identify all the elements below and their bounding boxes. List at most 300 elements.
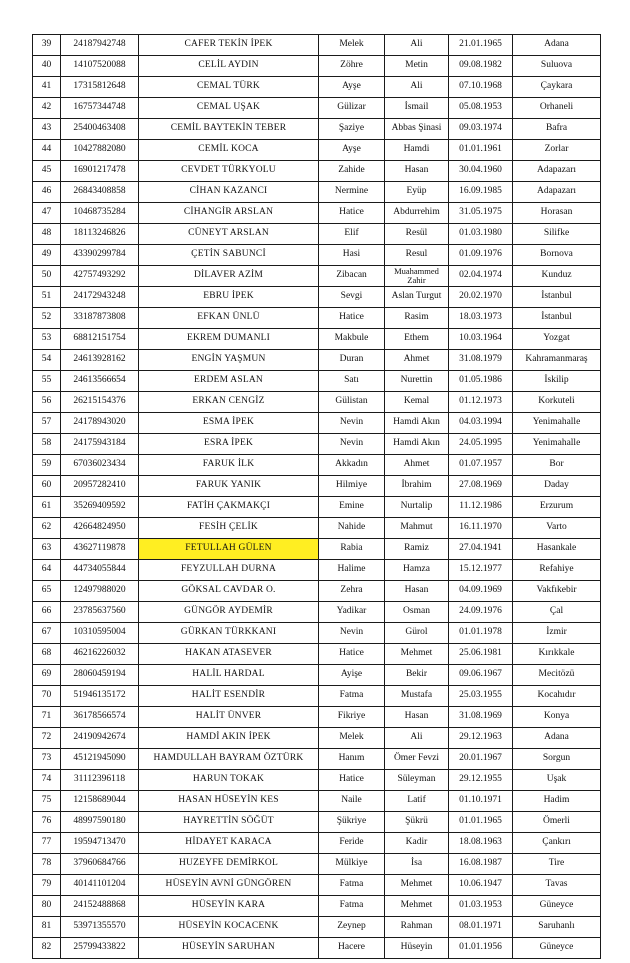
mother-name-cell: Hasi (319, 245, 385, 266)
birth-place-cell: İzmir (513, 623, 601, 644)
birth-place-cell: Korkuteli (513, 392, 601, 413)
row-number-cell: 76 (33, 812, 61, 833)
id-number-cell: 20957282410 (61, 476, 139, 497)
birth-date-cell: 10.03.1964 (449, 329, 513, 350)
table-row (33, 98, 601, 119)
id-number-cell: 26843408858 (61, 182, 139, 203)
mother-name-cell: Fatma (319, 686, 385, 707)
father-name-cell: Bekir (385, 665, 449, 686)
row-number-cell: 57 (33, 413, 61, 434)
birth-place-cell: Adana (513, 728, 601, 749)
row-number-cell: 72 (33, 728, 61, 749)
row-number-cell: 47 (33, 203, 61, 224)
birth-date-cell: 18.03.1973 (449, 308, 513, 329)
birth-place-cell: Kocahıdır (513, 686, 601, 707)
row-number-cell: 67 (33, 623, 61, 644)
mother-name-cell: Yadikar (319, 602, 385, 623)
id-number-cell: 14107520088 (61, 56, 139, 77)
id-number-cell: 25799433822 (61, 938, 139, 959)
full-name-cell: HAMDİ AKIN İPEK (139, 728, 319, 749)
father-name-cell: Ahmet (385, 455, 449, 476)
father-name-cell: Rahman (385, 917, 449, 938)
birth-date-cell: 01.01.1978 (449, 623, 513, 644)
records-table (32, 34, 601, 959)
table-row (33, 623, 601, 644)
table-row (33, 602, 601, 623)
father-name-cell: Süleyman (385, 770, 449, 791)
father-name-cell: Ethem (385, 329, 449, 350)
table-row (33, 896, 601, 917)
full-name-cell: ÇETİN SABUNCİ (139, 245, 319, 266)
table-row (33, 140, 601, 161)
id-number-cell: 24172943248 (61, 287, 139, 308)
full-name-cell: EFKAN ÜNLÜ (139, 308, 319, 329)
mother-name-cell: Şaziye (319, 119, 385, 140)
mother-name-cell: Emine (319, 497, 385, 518)
mother-name-cell: Satı (319, 371, 385, 392)
mother-name-cell: Melek (319, 728, 385, 749)
birth-date-cell: 25.03.1955 (449, 686, 513, 707)
birth-date-cell: 20.01.1967 (449, 749, 513, 770)
mother-name-cell: Rabia (319, 539, 385, 560)
full-name-cell: HALİL HARDAL (139, 665, 319, 686)
row-number-cell: 45 (33, 161, 61, 182)
records-table-body (33, 35, 601, 959)
birth-place-cell: Refahiye (513, 560, 601, 581)
table-row (33, 224, 601, 245)
id-number-cell: 24178943020 (61, 413, 139, 434)
row-number-cell: 66 (33, 602, 61, 623)
father-name-cell: Hamdi (385, 140, 449, 161)
father-name-cell: Mahmut (385, 518, 449, 539)
full-name-cell: HAMDULLAH BAYRAM ÖZTÜRK (139, 749, 319, 770)
full-name-cell: CÜNEYT ARSLAN (139, 224, 319, 245)
mother-name-cell: Makbule (319, 329, 385, 350)
birth-place-cell: Yenimahalle (513, 434, 601, 455)
birth-date-cell: 27.04.1941 (449, 539, 513, 560)
row-number-cell: 54 (33, 350, 61, 371)
row-number-cell: 64 (33, 560, 61, 581)
mother-name-cell: Nevin (319, 623, 385, 644)
mother-name-cell: Nahide (319, 518, 385, 539)
table-row (33, 203, 601, 224)
birth-date-cell: 10.06.1947 (449, 875, 513, 896)
table-row (33, 665, 601, 686)
id-number-cell: 44734055844 (61, 560, 139, 581)
full-name-cell: CEMAL UŞAK (139, 98, 319, 119)
row-number-cell: 62 (33, 518, 61, 539)
father-name-cell: Hasan (385, 581, 449, 602)
table-row (33, 350, 601, 371)
row-number-cell: 63 (33, 539, 61, 560)
birth-date-cell: 16.08.1987 (449, 854, 513, 875)
mother-name-cell: Zibacan (319, 266, 385, 287)
table-row (33, 686, 601, 707)
father-name-cell: İbrahim (385, 476, 449, 497)
table-row (33, 56, 601, 77)
row-number-cell: 77 (33, 833, 61, 854)
id-number-cell: 18113246826 (61, 224, 139, 245)
mother-name-cell: Zöhre (319, 56, 385, 77)
id-number-cell: 10468735284 (61, 203, 139, 224)
birth-date-cell: 31.08.1969 (449, 707, 513, 728)
birth-date-cell: 29.12.1955 (449, 770, 513, 791)
full-name-cell: FEYZULLAH DURNA (139, 560, 319, 581)
table-row (33, 749, 601, 770)
table-row (33, 77, 601, 98)
full-name-cell: HASAN HÜSEYİN KES (139, 791, 319, 812)
table-row (33, 392, 601, 413)
row-number-cell: 51 (33, 287, 61, 308)
full-name-cell: HÜSEYİN KOCACENK (139, 917, 319, 938)
birth-date-cell: 27.08.1969 (449, 476, 513, 497)
birth-date-cell: 02.04.1974 (449, 266, 513, 287)
mother-name-cell: Zahide (319, 161, 385, 182)
full-name-cell: CAFER TEKİN İPEK (139, 35, 319, 56)
father-name-cell: Hamdi Akın (385, 413, 449, 434)
id-number-cell: 45121945090 (61, 749, 139, 770)
father-name-cell: Hamdi Akın (385, 434, 449, 455)
id-number-cell: 43627119878 (61, 539, 139, 560)
table-row (33, 728, 601, 749)
full-name-cell: FATİH ÇAKMAKÇI (139, 497, 319, 518)
father-name-cell: Aslan Turgut (385, 287, 449, 308)
full-name-cell: ESMA İPEK (139, 413, 319, 434)
full-name-cell: GÜRKAN TÜRKKANI (139, 623, 319, 644)
full-name-cell: HALİT ESENDİR (139, 686, 319, 707)
full-name-cell: ENGİN YAŞMUN (139, 350, 319, 371)
id-number-cell: 24175943184 (61, 434, 139, 455)
birth-date-cell: 29.12.1963 (449, 728, 513, 749)
row-number-cell: 55 (33, 371, 61, 392)
mother-name-cell: Ayşe (319, 77, 385, 98)
full-name-cell: FARUK YANIK (139, 476, 319, 497)
mother-name-cell: Hanım (319, 749, 385, 770)
row-number-cell: 80 (33, 896, 61, 917)
id-number-cell: 37960684766 (61, 854, 139, 875)
birth-date-cell: 01.09.1976 (449, 245, 513, 266)
row-number-cell: 61 (33, 497, 61, 518)
father-name-cell: Mehmet (385, 875, 449, 896)
full-name-cell: GÖKSAL CAVDAR O. (139, 581, 319, 602)
row-number-cell: 41 (33, 77, 61, 98)
birth-date-cell: 24.09.1976 (449, 602, 513, 623)
birth-date-cell: 01.12.1973 (449, 392, 513, 413)
full-name-cell: ERDEM ASLAN (139, 371, 319, 392)
birth-date-cell: 01.01.1965 (449, 812, 513, 833)
father-name-cell: Eyüp (385, 182, 449, 203)
id-number-cell: 43390299784 (61, 245, 139, 266)
full-name-cell: ERKAN CENGİZ (139, 392, 319, 413)
full-name-cell: HÜSEYİN SARUHAN (139, 938, 319, 959)
father-name-cell: Abdurrehim (385, 203, 449, 224)
father-name-cell: Şükrü (385, 812, 449, 833)
row-number-cell: 74 (33, 770, 61, 791)
row-number-cell: 48 (33, 224, 61, 245)
full-name-cell: HUZEYFE DEMİRKOL (139, 854, 319, 875)
mother-name-cell: Sevgi (319, 287, 385, 308)
full-name-cell: HİDAYET KARACA (139, 833, 319, 854)
table-row (33, 476, 601, 497)
row-number-cell: 70 (33, 686, 61, 707)
birth-place-cell: Güneyce (513, 938, 601, 959)
id-number-cell: 19594713470 (61, 833, 139, 854)
birth-place-cell: Yozgat (513, 329, 601, 350)
birth-place-cell: Adapazarı (513, 182, 601, 203)
father-name-cell: Abbas Şinasi (385, 119, 449, 140)
father-name-cell: Ramiz (385, 539, 449, 560)
table-row (33, 917, 601, 938)
row-number-cell: 40 (33, 56, 61, 77)
birth-place-cell: Saruhanlı (513, 917, 601, 938)
birth-date-cell: 09.03.1974 (449, 119, 513, 140)
id-number-cell: 10310595004 (61, 623, 139, 644)
row-number-cell: 71 (33, 707, 61, 728)
table-row (33, 119, 601, 140)
full-name-cell: ESRA İPEK (139, 434, 319, 455)
father-name-cell: Mehmet (385, 644, 449, 665)
birth-date-cell: 25.06.1981 (449, 644, 513, 665)
row-number-cell: 65 (33, 581, 61, 602)
birth-place-cell: Varto (513, 518, 601, 539)
birth-place-cell: Konya (513, 707, 601, 728)
birth-place-cell: İstanbul (513, 287, 601, 308)
full-name-cell: DİLAVER AZİM (139, 266, 319, 287)
id-number-cell: 40141101204 (61, 875, 139, 896)
row-number-cell: 82 (33, 938, 61, 959)
birth-place-cell: Güneyce (513, 896, 601, 917)
table-row (33, 539, 601, 560)
table-row (33, 266, 601, 287)
father-name-cell: Ali (385, 35, 449, 56)
birth-place-cell: Hasankale (513, 539, 601, 560)
mother-name-cell: Hatice (319, 770, 385, 791)
birth-date-cell: 01.03.1980 (449, 224, 513, 245)
birth-date-cell: 01.10.1971 (449, 791, 513, 812)
table-row (33, 812, 601, 833)
mother-name-cell: Ayşe (319, 140, 385, 161)
id-number-cell: 53971355570 (61, 917, 139, 938)
id-number-cell: 28060459194 (61, 665, 139, 686)
mother-name-cell: Feride (319, 833, 385, 854)
birth-date-cell: 04.03.1994 (449, 413, 513, 434)
birth-date-cell: 09.06.1967 (449, 665, 513, 686)
id-number-cell: 17315812648 (61, 77, 139, 98)
row-number-cell: 44 (33, 140, 61, 161)
birth-place-cell: İstanbul (513, 308, 601, 329)
table-row (33, 413, 601, 434)
father-name-cell: Resul (385, 245, 449, 266)
full-name-cell: GÜNGÖR AYDEMİR (139, 602, 319, 623)
birth-date-cell: 24.05.1995 (449, 434, 513, 455)
full-name-cell: HALİT ÜNVER (139, 707, 319, 728)
birth-place-cell: Yenimahalle (513, 413, 601, 434)
birth-place-cell: Bafra (513, 119, 601, 140)
row-number-cell: 39 (33, 35, 61, 56)
id-number-cell: 33187873808 (61, 308, 139, 329)
birth-date-cell: 31.08.1979 (449, 350, 513, 371)
full-name-cell: FARUK İLK (139, 455, 319, 476)
birth-place-cell: Kırıkkale (513, 644, 601, 665)
table-row (33, 518, 601, 539)
mother-name-cell: Nevin (319, 413, 385, 434)
birth-date-cell: 01.07.1957 (449, 455, 513, 476)
birth-place-cell: Adapazarı (513, 161, 601, 182)
row-number-cell: 79 (33, 875, 61, 896)
full-name-cell: FESİH ÇELİK (139, 518, 319, 539)
row-number-cell: 46 (33, 182, 61, 203)
father-name-cell: Ömer Fevzi (385, 749, 449, 770)
father-name-cell: Osman (385, 602, 449, 623)
mother-name-cell: Nermine (319, 182, 385, 203)
id-number-cell: 48997590180 (61, 812, 139, 833)
id-number-cell: 68812151754 (61, 329, 139, 350)
father-name-cell: Mehmet (385, 896, 449, 917)
full-name-cell: CEMAL TÜRK (139, 77, 319, 98)
mother-name-cell: Hatice (319, 308, 385, 329)
mother-name-cell: Hatice (319, 203, 385, 224)
id-number-cell: 46216226032 (61, 644, 139, 665)
mother-name-cell: Elif (319, 224, 385, 245)
birth-place-cell: Kahramanmaraş (513, 350, 601, 371)
birth-date-cell: 11.12.1986 (449, 497, 513, 518)
table-row (33, 644, 601, 665)
mother-name-cell: Gülizar (319, 98, 385, 119)
table-row (33, 161, 601, 182)
birth-date-cell: 04.09.1969 (449, 581, 513, 602)
mother-name-cell: Akkadın (319, 455, 385, 476)
full-name-cell: EBRU İPEK (139, 287, 319, 308)
birth-place-cell: Silifke (513, 224, 601, 245)
birth-date-cell: 08.01.1971 (449, 917, 513, 938)
father-name-cell: Ali (385, 77, 449, 98)
id-number-cell: 25400463408 (61, 119, 139, 140)
birth-place-cell: Horasan (513, 203, 601, 224)
row-number-cell: 68 (33, 644, 61, 665)
father-name-cell: Ahmet (385, 350, 449, 371)
birth-date-cell: 16.11.1970 (449, 518, 513, 539)
birth-date-cell: 01.05.1986 (449, 371, 513, 392)
father-name-cell: Ali (385, 728, 449, 749)
table-row (33, 581, 601, 602)
mother-name-cell: Naile (319, 791, 385, 812)
birth-place-cell: Kunduz (513, 266, 601, 287)
mother-name-cell: Fatma (319, 896, 385, 917)
birth-date-cell: 07.10.1968 (449, 77, 513, 98)
birth-place-cell: Çankırı (513, 833, 601, 854)
birth-place-cell: Mecitözü (513, 665, 601, 686)
id-number-cell: 23785637560 (61, 602, 139, 623)
row-number-cell: 59 (33, 455, 61, 476)
birth-place-cell: Tire (513, 854, 601, 875)
birth-date-cell: 18.08.1963 (449, 833, 513, 854)
birth-place-cell: Çal (513, 602, 601, 623)
table-row (33, 455, 601, 476)
father-name-cell: Muahammed Zahir (385, 266, 449, 287)
table-row (33, 371, 601, 392)
row-number-cell: 43 (33, 119, 61, 140)
birth-date-cell: 09.08.1982 (449, 56, 513, 77)
father-name-cell: Nurtalip (385, 497, 449, 518)
table-row (33, 245, 601, 266)
id-number-cell: 10427882080 (61, 140, 139, 161)
father-name-cell: Mustafa (385, 686, 449, 707)
table-row (33, 35, 601, 56)
birth-place-cell: Çaykara (513, 77, 601, 98)
id-number-cell: 24613566654 (61, 371, 139, 392)
father-name-cell: Nurettin (385, 371, 449, 392)
birth-date-cell: 31.05.1975 (449, 203, 513, 224)
birth-place-cell: Bor (513, 455, 601, 476)
full-name-cell: CEMİL BAYTEKİN TEBER (139, 119, 319, 140)
highlighted-name-cell: FETULLAH GÜLEN (139, 539, 319, 560)
father-name-cell: İsmail (385, 98, 449, 119)
id-number-cell: 26215154376 (61, 392, 139, 413)
full-name-cell: HAYRETTİN SÖĞÜT (139, 812, 319, 833)
mother-name-cell: Mülkiye (319, 854, 385, 875)
mother-name-cell: Hilmiye (319, 476, 385, 497)
id-number-cell: 24613928162 (61, 350, 139, 371)
birth-place-cell: İskilip (513, 371, 601, 392)
mother-name-cell: Nevin (319, 434, 385, 455)
birth-place-cell: Erzurum (513, 497, 601, 518)
full-name-cell: CELİL AYDIN (139, 56, 319, 77)
mother-name-cell: Hatice (319, 644, 385, 665)
row-number-cell: 42 (33, 98, 61, 119)
birth-date-cell: 01.01.1961 (449, 140, 513, 161)
birth-place-cell: Zorlar (513, 140, 601, 161)
table-row (33, 875, 601, 896)
table-row (33, 770, 601, 791)
birth-date-cell: 15.12.1977 (449, 560, 513, 581)
birth-date-cell: 05.08.1953 (449, 98, 513, 119)
mother-name-cell: Fatma (319, 875, 385, 896)
father-name-cell: Metin (385, 56, 449, 77)
id-number-cell: 51946135172 (61, 686, 139, 707)
mother-name-cell: Zehra (319, 581, 385, 602)
mother-name-cell: Halime (319, 560, 385, 581)
mother-name-cell: Duran (319, 350, 385, 371)
mother-name-cell: Ayişe (319, 665, 385, 686)
birth-place-cell: Uşak (513, 770, 601, 791)
row-number-cell: 69 (33, 665, 61, 686)
table-row (33, 560, 601, 581)
mother-name-cell: Şükriye (319, 812, 385, 833)
birth-place-cell: Orhaneli (513, 98, 601, 119)
id-number-cell: 36178566574 (61, 707, 139, 728)
full-name-cell: CİHAN KAZANCI (139, 182, 319, 203)
id-number-cell: 24190942674 (61, 728, 139, 749)
full-name-cell: CEMİL KOCA (139, 140, 319, 161)
full-name-cell: CİHANGİR ARSLAN (139, 203, 319, 224)
father-name-cell: Hamza (385, 560, 449, 581)
father-name-cell: İsa (385, 854, 449, 875)
birth-place-cell: Hadim (513, 791, 601, 812)
mother-name-cell: Gülistan (319, 392, 385, 413)
row-number-cell: 58 (33, 434, 61, 455)
father-name-cell: Hasan (385, 707, 449, 728)
birth-date-cell: 16.09.1985 (449, 182, 513, 203)
table-row (33, 329, 601, 350)
mother-name-cell: Melek (319, 35, 385, 56)
father-name-cell: Hasan (385, 161, 449, 182)
birth-place-cell: Vakfıkebir (513, 581, 601, 602)
father-name-cell: Resül (385, 224, 449, 245)
table-row (33, 182, 601, 203)
id-number-cell: 24187942748 (61, 35, 139, 56)
father-name-cell: Kadir (385, 833, 449, 854)
birth-date-cell: 20.02.1970 (449, 287, 513, 308)
